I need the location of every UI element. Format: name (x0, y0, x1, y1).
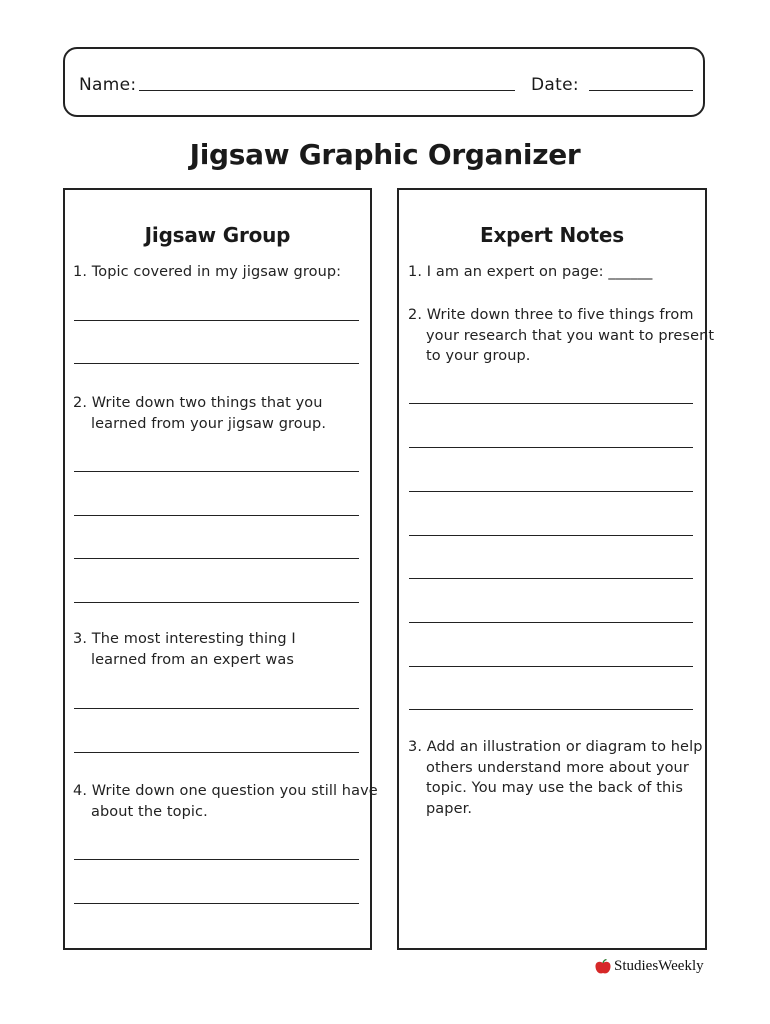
jigsaw-group-column (63, 188, 378, 950)
left-question-2: 2. Write down two things that you learned from your jigsaw group. (73, 395, 327, 432)
answer-line[interactable] (74, 471, 359, 472)
right-question-1: 1. I am an expert on page: ______ (408, 264, 653, 280)
name-date-box (63, 47, 705, 117)
right-question-3: 3. Add an illustration or diagram to help others understand more about your topic. You may use the back of this paper. (408, 739, 703, 817)
left-question-3: 3. The most interesting thing I learned from an expert was (73, 631, 296, 668)
logo-text: StudiesWeekly (614, 958, 704, 974)
answer-line[interactable] (74, 903, 359, 904)
answer-line[interactable] (409, 578, 693, 579)
date-field[interactable] (589, 90, 693, 91)
answer-line[interactable] (74, 602, 359, 603)
answer-line[interactable] (409, 535, 693, 536)
expert-notes-heading: Expert Notes (480, 223, 624, 247)
name-label: Name: (79, 75, 137, 95)
right-question-2: 2. Write down three to five things from your research that you want to present to your group. (408, 307, 715, 364)
left-question-1: 1. Topic covered in my jigsaw group: (73, 264, 342, 280)
expert-notes-column (397, 188, 715, 950)
studies-weekly-logo (594, 958, 704, 975)
answer-line[interactable] (409, 403, 693, 404)
answer-line[interactable] (74, 752, 359, 753)
answer-line[interactable] (74, 708, 359, 709)
answer-line[interactable] (74, 515, 359, 516)
left-question-4: 4. Write down one question you still have about the topic. (73, 783, 378, 820)
answer-line[interactable] (409, 491, 693, 492)
answer-line[interactable] (409, 666, 693, 667)
name-field[interactable] (139, 90, 515, 91)
answer-line[interactable] (409, 709, 693, 710)
date-label: Date: (531, 75, 579, 95)
answer-line[interactable] (74, 558, 359, 559)
answer-line[interactable] (74, 320, 359, 321)
answer-line[interactable] (409, 447, 693, 448)
answer-line[interactable] (74, 859, 359, 860)
apple-icon (594, 959, 612, 975)
jigsaw-group-heading: Jigsaw Group (144, 223, 291, 247)
page-title: Jigsaw Graphic Organizer (189, 138, 581, 171)
answer-line[interactable] (74, 363, 359, 364)
answer-line[interactable] (409, 622, 693, 623)
